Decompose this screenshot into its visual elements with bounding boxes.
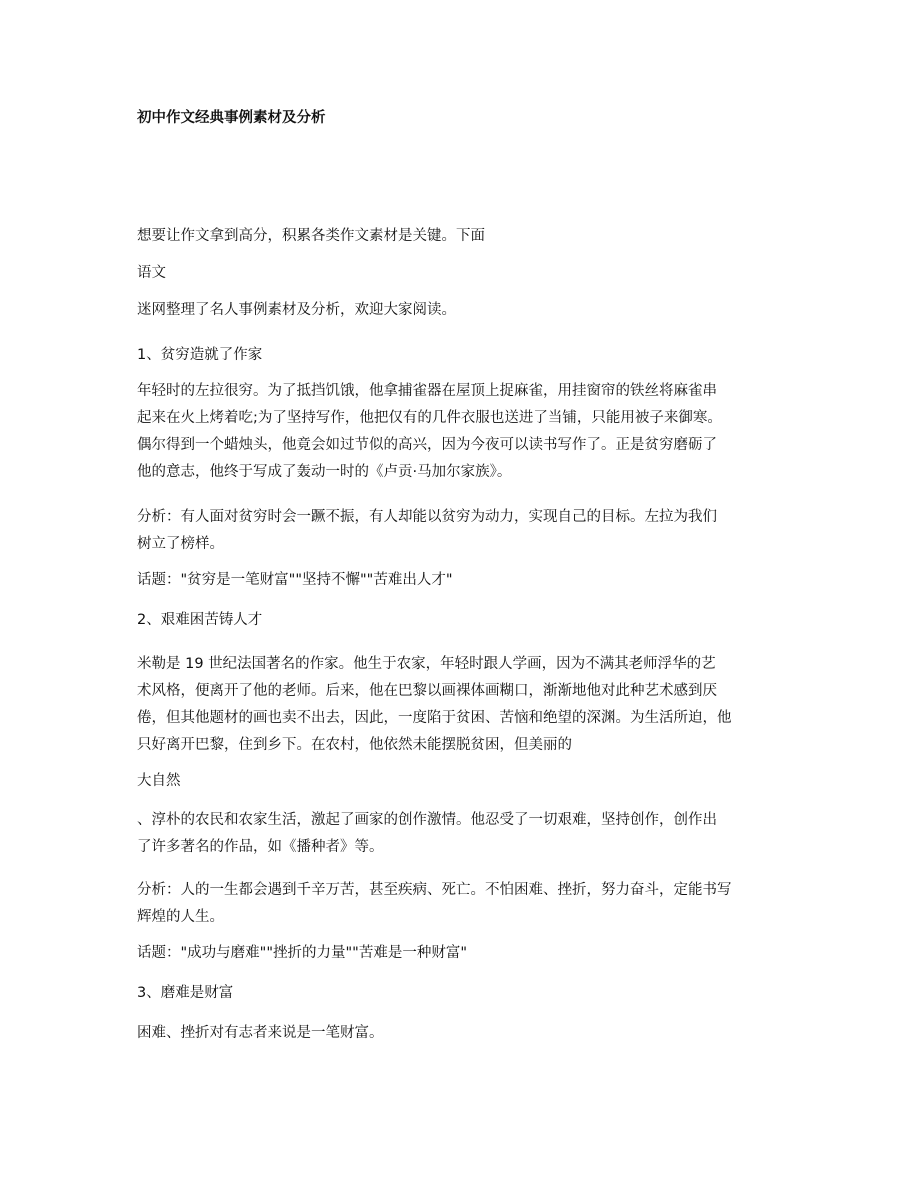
text-line: 树立了榜样。	[137, 536, 224, 552]
text-line: 话题："成功与磨难""挫折的力量""苦难是一种财富"	[137, 945, 468, 961]
text-line: 分析：有人面对贫穷时会一蹶不振，有人却能以贫穷为动力，实现自己的目标。左拉为我们	[137, 509, 717, 525]
text-line: 倦，但其他题材的画也卖不出去，因此，一度陷于贫困、苦恼和绝望的深渊。为生活所迫，他	[137, 710, 732, 726]
text-line: 想要让作文拿到高分，积累各类作文素材是关键。下面	[137, 228, 485, 244]
text-line: 只好离开巴黎，住到乡下。在农村，他依然未能摆脱贫困，但美丽的	[137, 737, 572, 753]
text-line: 话题："贫穷是一笔财富""坚持不懈""苦难出人才"	[137, 572, 453, 588]
paragraph	[137, 260, 166, 287]
text-line: 困难、挫折对有志者来说是一笔财富。	[137, 1025, 384, 1041]
paragraph	[137, 504, 717, 558]
paragraph	[137, 940, 467, 967]
paragraph	[137, 651, 732, 759]
document-title: 初中作文经典事例素材及分析	[137, 110, 326, 126]
text-line: 年轻时的左拉很穷。为了抵挡饥饿，他拿捕雀器在屋顶上捉麻雀，用挂窗帘的铁丝将麻雀串	[137, 383, 717, 399]
text-line: 术风格，便离开了他的老师。后来，他在巴黎以画裸体画糊口，渐渐地他对此种艺术感到厌	[137, 683, 717, 699]
paragraph	[137, 807, 717, 861]
text-line: 辉煌的人生。	[137, 909, 224, 925]
text-line: 大自然	[137, 773, 181, 789]
text-line: 米勒是 19 世纪法国著名的作家。他生于农家，年轻时跟人学画，因为不满其老师浮华的艺	[137, 656, 716, 672]
text-line: 3、磨难是财富	[137, 985, 234, 1001]
paragraph	[137, 297, 456, 324]
text-line: 1、贫穷造就了作家	[137, 347, 263, 363]
paragraph	[137, 768, 181, 795]
paragraph	[137, 877, 732, 931]
text-line: 偶尔得到一个蜡烛头，他竟会如过节似的高兴，因为今夜可以读书写作了。正是贫穷磨砺了	[137, 437, 717, 453]
paragraph	[137, 378, 722, 486]
paragraph	[137, 342, 262, 369]
text-line: 他的意志，他终于写成了轰动一时的《卢贡·马加尔家族》。	[137, 464, 512, 480]
paragraph	[137, 1020, 384, 1047]
paragraph	[137, 567, 453, 594]
text-line: 分析：人的一生都会遇到千辛万苦，甚至疾病、死亡。不怕困难、挫折，努力奋斗，定能书写	[137, 882, 732, 898]
text-line: 了许多著名的作品，如《播种者》等。	[137, 839, 384, 855]
text-line: 迷网整理了名人事例素材及分析，欢迎大家阅读。	[137, 302, 456, 318]
paragraph	[137, 223, 485, 250]
text-line: 2、艰难困苦铸人才	[137, 612, 263, 628]
text-line: 起来在火上烤着吃;为了坚持写作，他把仅有的几件衣服也送进了当铺，只能用被子来御寒。	[137, 410, 722, 426]
paragraph	[137, 607, 262, 634]
paragraph	[137, 980, 233, 1007]
text-line: 、淳朴的农民和农家生活，激起了画家的创作激情。他忍受了一切艰难，坚持创作，创作出	[137, 812, 717, 828]
text-line: 语文	[137, 265, 166, 281]
